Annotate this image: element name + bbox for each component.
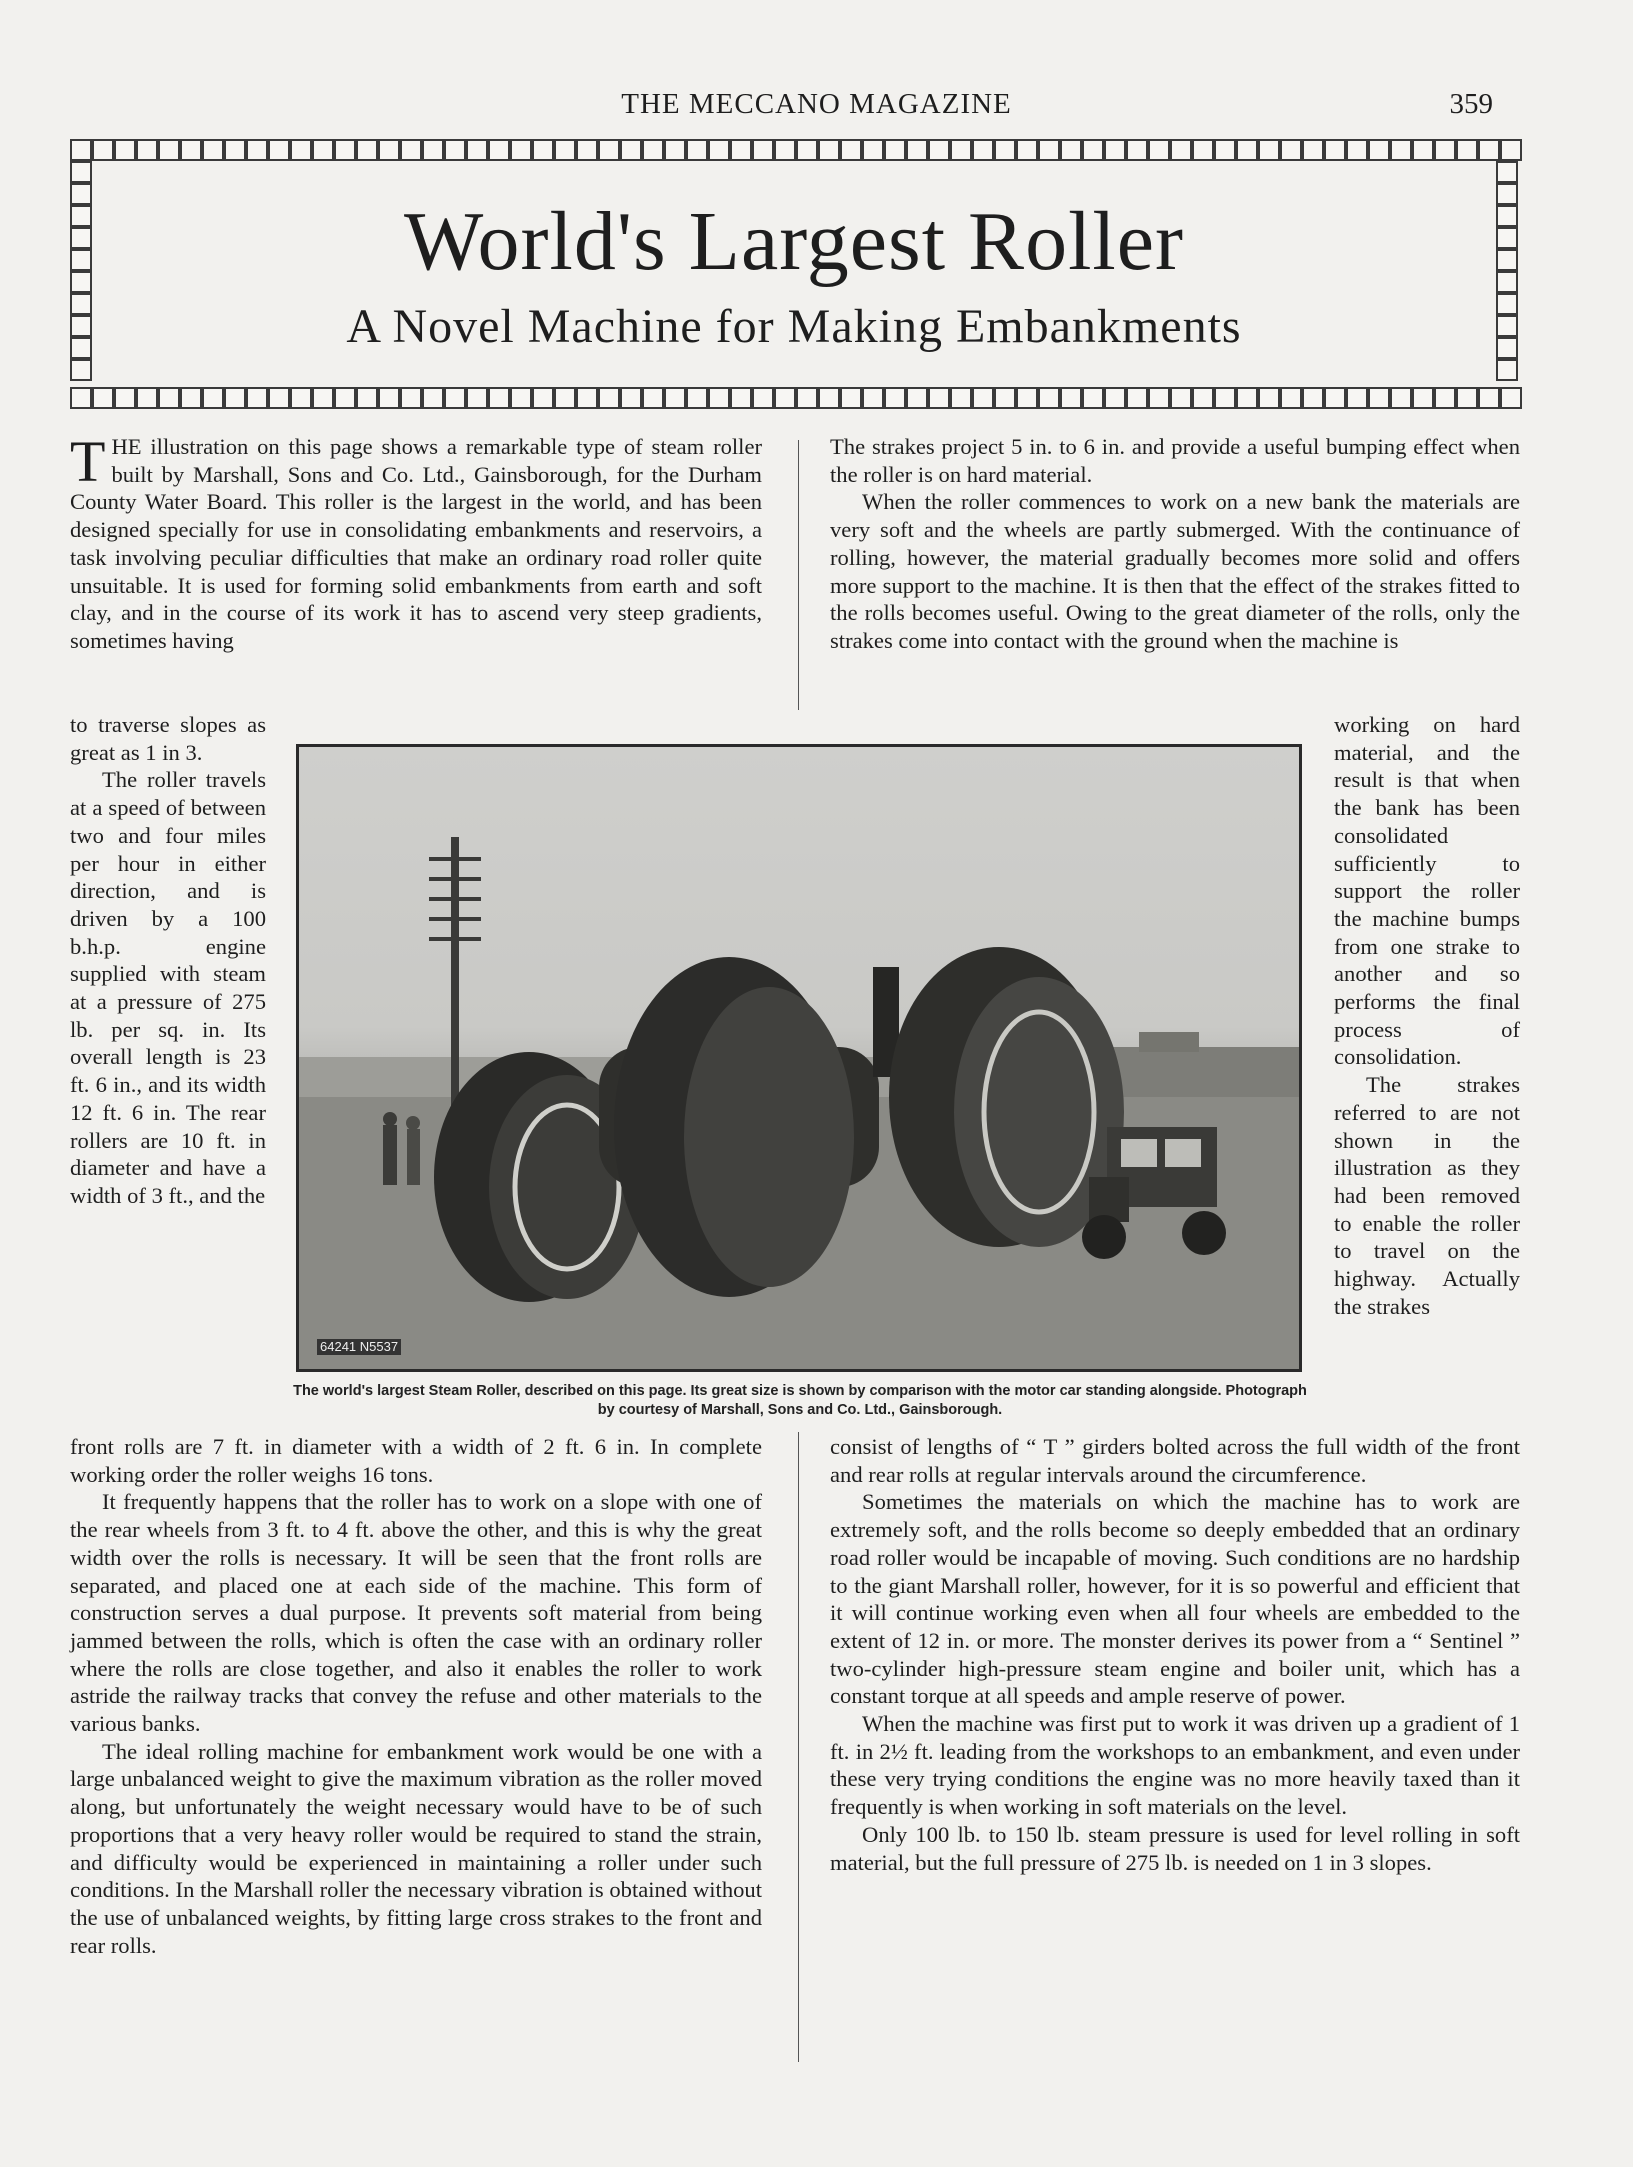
paragraph: Sometimes the materials on which the machine has to work are extremely soft, and the rolls become so deeply embedded that an ordinary road roller would be incapable of moving. Such conditions are no hardship to the giant Marshall roller, however, for it is so powerful and efficient that it will continue working even when all four wheels are embedded to the extent of 12 in. or more. The monster derives its power from a “ Sentinel ” two-cylinder high-pressure steam engine and boiler unit, which has a constant torque at all speeds and ample reserve of power. (830, 1489, 1520, 1709)
column-rule-bottom (798, 1432, 799, 2062)
left-column-top (70, 429, 762, 655)
page-number: 359 (1449, 88, 1493, 120)
paragraph: Only 100 lb. to 150 lb. steam pressure is used for level rolling in soft material, but the full pressure of 275 lb. is needed on 1 in 3 slopes. (830, 1821, 1520, 1875)
right-column-narrow (1334, 711, 1520, 1320)
drop-cap: T (70, 429, 106, 494)
title-block (70, 139, 1518, 409)
article-subtitle: A Novel Machine for Making Embankments (346, 300, 1242, 353)
paragraph: The ideal rolling machine for embankment work would be one with a large unbalanced weight to give the maximum vibration as the roller moved along, but unfortunately the weight necessary would have to be of such proportions that a very heavy roller would be required to stand the strain, and difficulty would be experienced in maintaining a roller under such conditions. In the Marshall roller the necessary vibration is obtained without the use of unbalanced weights, by fitting large cross strakes to the front and rear rolls. (70, 1738, 762, 1958)
right-column-bottom (830, 1433, 1520, 1876)
running-head (0, 88, 1633, 128)
paragraph: The strakes project 5 in. to 6 in. and provide a useful bumping effect when the roller is on hard material. (830, 434, 1520, 487)
steam-roller-illustration (299, 747, 1299, 1369)
paragraph: When the roller commences to work on a new bank the materials are very soft and the wheels are partly submerged. With the continuance of rolling, however, the material gradually becomes more solid and offers more support to the machine. It is then that the effect of the strakes fitted to the rolls becomes useful. Owing to the great diameter of the rolls, only the strakes come into contact with the ground when the machine is (830, 489, 1520, 653)
steam-roller-photo (296, 744, 1302, 1372)
left-column-narrow (70, 711, 266, 1210)
paragraph: consist of lengths of “ T ” girders bolted across the full width of the front and rear rolls at regular intervals around the circumference. (830, 1434, 1520, 1487)
left-column-bottom (70, 1433, 762, 1959)
plate-number: 64241 N5537 (317, 1339, 401, 1355)
intro-paragraph: HE illustration on this page shows a remarkable type of steam roller built by Marshall, Sons and Co. Ltd., Gainsborough, for the Durham County Water Board. This roller is the largest in the world, and has been designed specially for use in consolidating embankments and reservoirs, a task involving peculiar difficulties that make an ordinary road roller quite unsuitable. It is used for forming solid embankments from earth and soft clay, and in the course of its work it has to ascend very steep gradients, sometimes having (70, 434, 762, 653)
article-title: World's Largest Roller (403, 195, 1184, 288)
paragraph: The roller travels at a speed of between two and four miles per hour in either direction, and is driven by a 100 b.h.p. engine supplied with steam at a pressure of 275 lb. per sq. in. Its overall length is 23 ft. 6 in., and its width 12 ft. 6 in. The rear rollers are 10 ft. in diameter and have a width of 3 ft., and the (70, 767, 266, 1208)
paragraph: It frequently happens that the roller has to work on a slope with one of the rear wheels from 3 ft. to 4 ft. above the other, and this is why the great width over the rolls is necessary. It will be seen that the front rolls are separated, and placed one at each side of the machine. This form of construction serves a dual purpose. It prevents soft material from being jammed between the rolls, which is often the case with an ordinary roller where the rolls are close together, and also it enables the roller to work astride the railway tracks that convey the refuse and other materials to the various banks. (70, 1489, 762, 1737)
paragraph: working on hard material, and the result is that when the bank has been consolidated sufficiently to support the roller the machine bumps from one strake to another and so performs the final process of consolidation. (1334, 712, 1520, 1070)
paragraph: front rolls are 7 ft. in diameter with a width of 2 ft. 6 in. In complete working order the roller weighs 16 tons. (70, 1434, 762, 1487)
column-rule-top (798, 440, 799, 710)
paragraph: When the machine was first put to work it was driven up a gradient of 1 ft. in 2½ ft. leading from the workshops to an embankment, and even under these very trying conditions the engine was no more heavily taxed than it frequently is when working in soft materials on the level. (830, 1711, 1520, 1820)
paragraph: The strakes referred to are not shown in the illustration as they had been removed to enable the roller to travel on the highway. Actually the strakes (1334, 1072, 1520, 1319)
magazine-title: THE MECCANO MAGAZINE (621, 88, 1012, 120)
paragraph: to traverse slopes as great as 1 in 3. (70, 712, 266, 765)
photo-caption: The world's largest Steam Roller, described on this page. Its great size is shown by comparison with the motor car standing alongside. Photograph by courtesy of Marshall, Sons and Co. Ltd., Gainsborough. (293, 1383, 1307, 1418)
right-column-top (830, 433, 1520, 655)
